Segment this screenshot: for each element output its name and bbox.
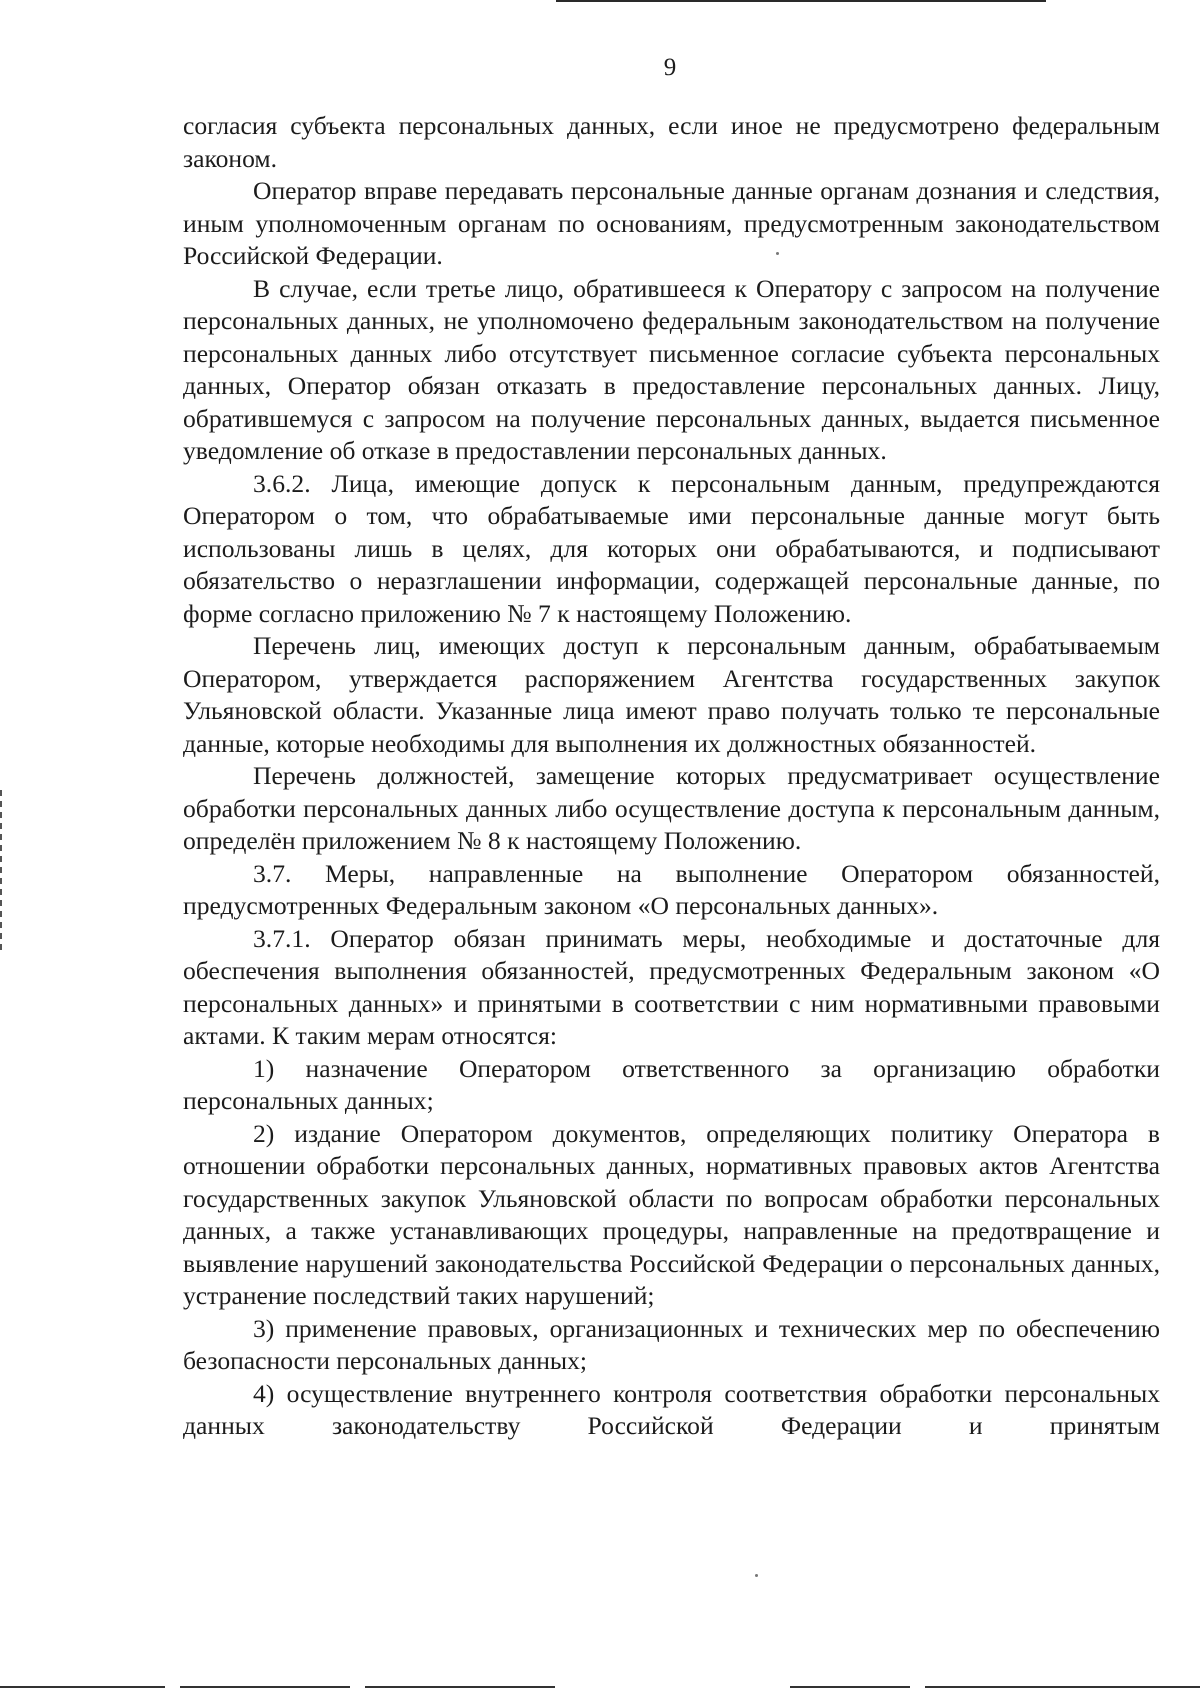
list-item-3: 3) применение правовых, организационных и технических мер по обеспечению безопасности персональных данных; [183,1313,1160,1375]
paragraph-continuation: согласия субъекта персональных данных, если иное не предусмотрено федеральным законом. [183,111,1160,173]
paragraph-3-6-2: 3.6.2. Лица, имеющие допуск к персональным данным, предупреждаются Оператором о том, что обрабатываемые ими персональные данные могут быть использованы лишь в целях, для которых они обрабатываются, и подписывают обязательство о неразглашении информации, содержащей персональные данные, по форме согласно приложению № 7 к настоящему Положению. [183,468,1160,628]
page-number: 9 [663,54,677,81]
paragraph-access-list: Перечень лиц, имеющих доступ к персональным данным, обрабатываемым Оператором, утверждается распоряжением Агентства государственных закупок Ульяновской области. Указанные лица имеют право получать только те персональные данные, которые необходимы для выполнения их должностных обязанностей. [183,631,1160,758]
list-item-2: 2) издание Оператором документов, определяющих политику Оператора в отношении обработки персональных данных, нормативных правовых актов Агентства государственных закупок Ульяновской области по вопросам обработки персональных данных, а также устанавливающих процедуры, направленные на предотвращение и выявление нарушений законодательства Российской Федерации о персональных данных, устранение последствий таких нарушений; [183,1118,1160,1310]
scan-artifact-bottom-line [0,1678,1200,1696]
list-item-1: 1) назначение Оператором ответственного за организацию обработки персональных данных; [183,1053,1160,1115]
scan-artifact-dot [755,1574,758,1577]
paragraph-third-party-request: В случае, если третье лицо, обратившееся к Оператору с запросом на получение персональных данных, не уполномочено федеральным законодательством на получение персональных данных либо отсутствует письменное согласие субъекта персональных данных, Оператор обязан отказать в предоставление персональных данных. Лицу, обратившемуся с запросом на получение персональных данных, выдается письменное уведомление об отказе в предоставлении персональных данных. [183,273,1160,465]
paragraph-positions-list: Перечень должностей, замещение которых предусматривает осуществление обработки персональных данных либо осуществление доступа к персональным данным, определён приложением № 8 к настоящему Положению. [183,761,1160,855]
paragraph-operator-transfer: Оператор вправе передавать персональные данные органам дознания и следствия, иным уполномоченным органам по основаниям, предусмотренным законодательством Российской Федерации. [183,176,1160,270]
document-body [183,110,1160,1443]
list-item-4: 4) осуществление внутреннего контроля соответствия обработки персональных данных законодательству Российской Федерации и принятым [183,1378,1160,1440]
scan-artifact-top-line [556,0,1046,2]
scan-artifact-left-edge [0,790,2,950]
paragraph-3-7-1: 3.7.1. Оператор обязан принимать меры, необходимые и достаточные для обеспечения выполнения обязанностей, предусмотренных Федеральным законом «О персональных данных» и принятыми в соответствии с ним нормативными правовыми актами. К таким мерам относятся: [183,923,1160,1050]
paragraph-3-7: 3.7. Меры, направленные на выполнение Оператором обязанностей, предусмотренных Федеральным законом «О персональных данных». [183,858,1160,920]
scan-artifact-dot [776,252,779,255]
